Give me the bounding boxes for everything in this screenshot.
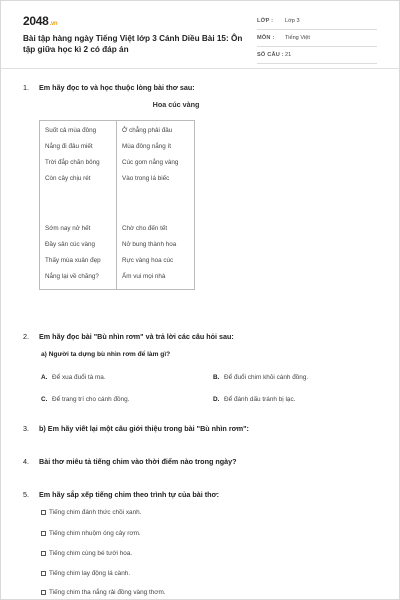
option-text: Để xua đuổi tà ma. xyxy=(52,374,106,381)
poem-row xyxy=(40,219,194,235)
order-item-text: Tiếng chim tha nắng rải đồng vàng thơm. xyxy=(49,589,166,596)
question-number: 2. xyxy=(23,332,29,341)
answer-option-a[interactable] xyxy=(41,374,106,381)
order-item-3[interactable] xyxy=(41,550,132,557)
question-text: b) Em hãy viết lại một câu giới thiệu trong bài "Bù nhìn rơm": xyxy=(39,424,249,433)
meta-value-class: Lớp 3 xyxy=(285,18,300,24)
poem-row xyxy=(40,137,194,153)
poem-line: Rực vàng hoa cúc xyxy=(122,257,174,264)
poem-line: Còn cây chịu rét xyxy=(40,169,117,185)
question-text: Bài thơ miêu tả tiếng chim vào thời điểm nào trong ngày? xyxy=(39,457,237,466)
meta-label-count: SỐ CÂU : xyxy=(257,52,284,58)
option-key: C. xyxy=(41,396,48,403)
checkbox-icon[interactable] xyxy=(41,571,46,576)
option-text: Để trang trí cho cánh đồng. xyxy=(52,396,130,403)
order-item-2[interactable] xyxy=(41,530,141,537)
order-item-text: Tiếng chim cùng bé tưới hoa. xyxy=(49,550,133,557)
question-1 xyxy=(23,83,195,92)
header-divider xyxy=(1,68,400,69)
order-item-4[interactable] xyxy=(41,570,130,577)
poem-gap-cell xyxy=(117,185,194,219)
poem-row xyxy=(40,267,194,289)
poem-line: Đầy sân cúc vàng xyxy=(40,235,117,251)
poem-line: Vào trong lá biếc xyxy=(122,175,170,182)
poem-row xyxy=(40,251,194,267)
poem-line: Ấm vui mọi nhà xyxy=(122,273,166,280)
option-text: Để đánh dấu tránh bị lạc. xyxy=(224,396,296,403)
order-item-text: Tiếng chim đánh thức chồi xanh. xyxy=(49,509,142,516)
question-text: Em hãy đọc bài "Bù nhìn rơm" và trả lời các câu hỏi sau: xyxy=(39,332,234,341)
answer-option-d[interactable] xyxy=(213,396,295,403)
answer-option-b[interactable] xyxy=(213,374,308,381)
meta-label-class: LỚP : xyxy=(257,18,274,24)
option-key: D. xyxy=(213,396,220,403)
meta-value-count: 21 xyxy=(285,52,292,58)
poem-row xyxy=(40,235,194,251)
poem-title: Hoa cúc vàng xyxy=(152,100,200,109)
option-key: B. xyxy=(213,374,220,381)
meta-label-subject: MÔN : xyxy=(257,35,275,41)
site-logo[interactable] xyxy=(23,14,57,28)
poem-line: Cúc gom nắng vàng xyxy=(122,159,179,166)
poem-line: Trời đắp chăn bông xyxy=(40,153,117,169)
poem-stanza-gap xyxy=(40,185,194,219)
option-key: A. xyxy=(41,374,48,381)
meta-row-count xyxy=(257,50,377,64)
order-item-text: Tiếng chim nhuộm óng cây rơm. xyxy=(49,530,141,537)
question-3 xyxy=(23,424,249,433)
poem-line: Chờ cho đến tết xyxy=(122,225,168,232)
poem-line: Nở bung thành hoa xyxy=(122,241,177,248)
option-text: Để đuổi chim khỏi cánh đồng. xyxy=(224,374,309,381)
checkbox-icon[interactable] xyxy=(41,551,46,556)
order-item-5[interactable] xyxy=(41,589,166,596)
question-text: Em hãy đọc to và học thuộc lòng bài thơ sau: xyxy=(39,83,195,92)
question-number: 3. xyxy=(23,424,29,433)
order-item-1[interactable] xyxy=(41,509,142,516)
logo-suffix: .vn xyxy=(49,21,58,27)
poem-line: Mùa đông nắng ít xyxy=(122,143,172,150)
meta-row-subject xyxy=(257,33,377,47)
poem-line: Ở chẳng phải đâu xyxy=(122,127,173,134)
poem-line: Sớm nay nở hết xyxy=(40,219,117,235)
poem-row xyxy=(40,169,194,185)
checkbox-icon[interactable] xyxy=(41,510,46,515)
worksheet-title: Bài tập hàng ngày Tiếng Việt lớp 3 Cánh Diều Bài 15: Ôn tập giữa học kì 2 có đáp án xyxy=(23,34,243,54)
order-item-text: Tiếng chim lay động lá cành. xyxy=(49,570,131,577)
question-text: Em hãy sắp xếp tiếng chim theo trình tự của bài thơ: xyxy=(39,490,220,499)
logo-text: 2048 xyxy=(23,14,49,28)
poem-table xyxy=(39,120,195,290)
poem-line: Nắng lại về chăng? xyxy=(40,267,117,289)
poem-line: Suốt cả mùa đông xyxy=(40,121,117,137)
poem-row xyxy=(40,121,194,137)
answer-option-c[interactable] xyxy=(41,396,129,403)
question-2 xyxy=(23,332,234,341)
checkbox-icon[interactable] xyxy=(41,590,46,595)
checkbox-icon[interactable] xyxy=(41,531,46,536)
question-4 xyxy=(23,457,237,466)
poem-line: Nắng đi đâu miết xyxy=(40,137,117,153)
meta-row-class xyxy=(257,16,377,30)
question-number: 1. xyxy=(23,83,29,92)
question-number: 4. xyxy=(23,457,29,466)
question-number: 5. xyxy=(23,490,29,499)
poem-line: Thấy mùa xuân đẹp xyxy=(40,251,117,267)
poem-row xyxy=(40,153,194,169)
sub-question-2a: a) Người ta dựng bù nhìn rơm để làm gì? xyxy=(41,351,171,358)
question-5 xyxy=(23,490,219,499)
meta-value-subject: Tiếng Việt xyxy=(285,35,310,41)
poem-gap-cell xyxy=(40,185,117,219)
meta-panel xyxy=(257,16,377,67)
